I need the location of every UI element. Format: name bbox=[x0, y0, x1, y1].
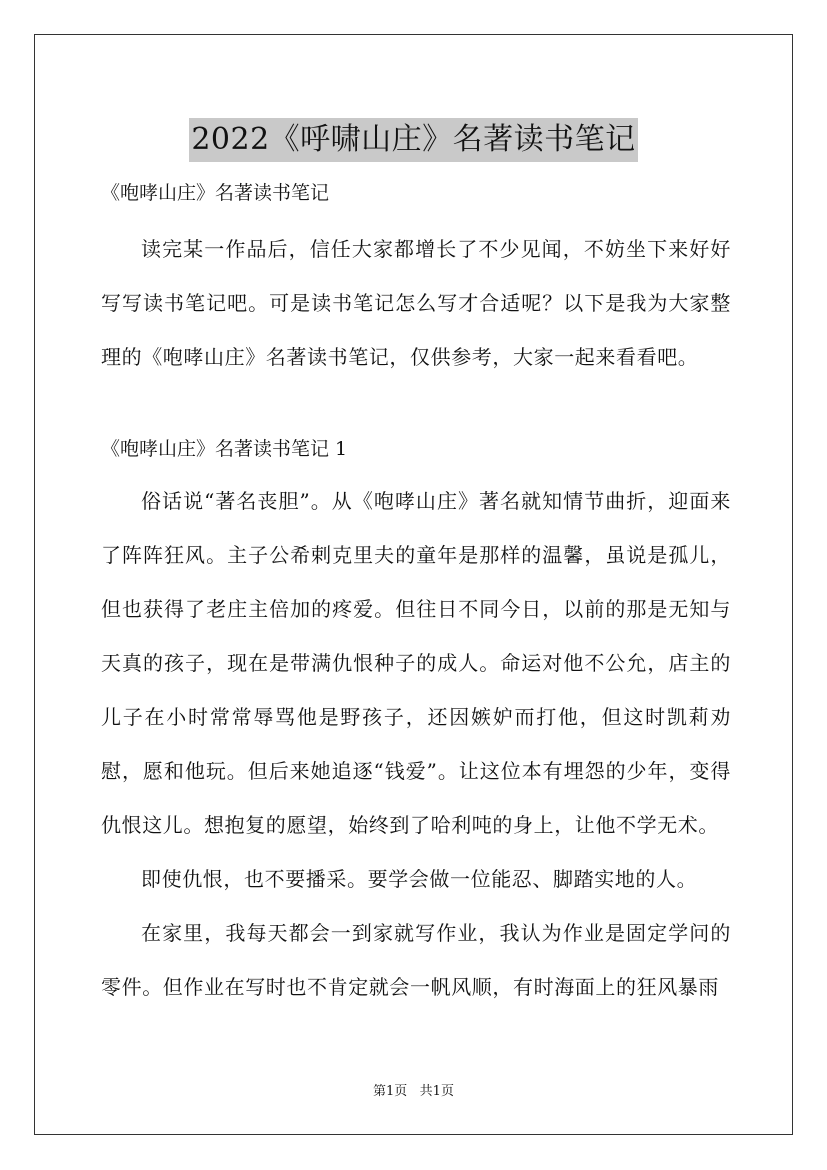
section-heading: 《咆哮山庄》名著读书笔记 1 bbox=[101, 438, 348, 460]
body-paragraph-1: 俗话说“著名丧胆”。从《咆哮山庄》著名就知情节曲折，迎面来了阵阵狂风。主子公希剌克里夫的童年是那样的温馨，虽说是孤儿，但也获得了老庄主倍加的疼爱。但往日不同今日，以前的那是无知与天真的孩子，现在是带满仇恨种子的成人。命运对他不公允，店主的儿子在小时常常辱骂他是野孩子，还因嫉妒而打他，但这时凯莉劝慰，愿和他玩。但后来她追逐“钱爱”。让这位本有埋怨的少年，变得仇恨这儿。想抱复的愿望，始终到了哈利吨的身上，让他不学无术。 bbox=[101, 489, 731, 837]
page-number-footer: 第1页 共1页 bbox=[373, 1084, 454, 1099]
body-paragraph-3: 在家里，我每天都会一到家就写作业，我认为作业是固定学问的零件。但作业在写时也不肯定就会一帆风顺，有时海面上的狂风暴雨 bbox=[101, 921, 731, 999]
document-title: 2022《呼啸山庄》名著读书笔记 bbox=[189, 118, 637, 162]
intro-paragraph: 读完某一作品后，信任大家都增长了不少见闻，不妨坐下来好好写写读书笔记吧。可是读书笔记怎么写才合适呢？以下是我为大家整理的《咆哮山庄》名著读书笔记，仅供参考，大家一起来看看吧。 bbox=[101, 237, 731, 369]
title-container bbox=[0, 98, 827, 182]
body-paragraph-2: 即使仇恨，也不要播采。要学会做一位能忍、脚踏实地的人。 bbox=[141, 867, 698, 891]
document-body bbox=[101, 172, 731, 1014]
subtitle-heading: 《咆哮山庄》名著读书笔记 bbox=[101, 182, 330, 204]
